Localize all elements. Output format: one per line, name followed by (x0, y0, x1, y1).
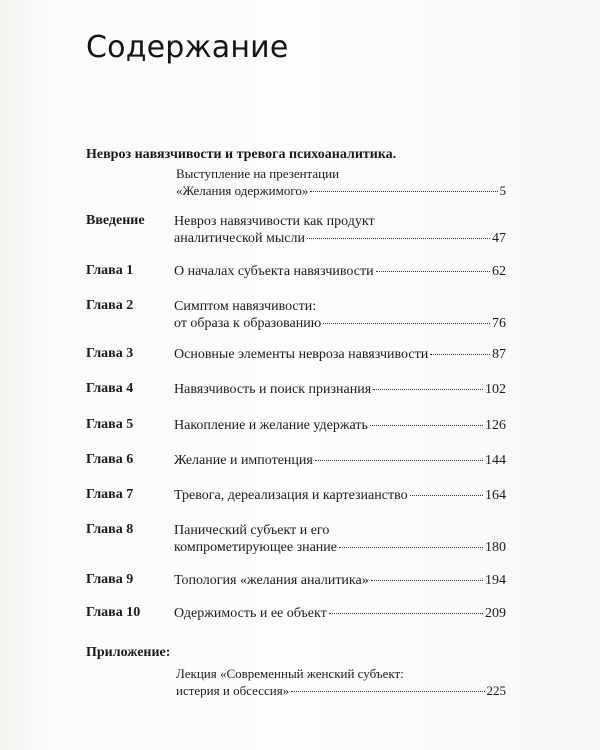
entry-line: Накопление и желание удержать (174, 418, 368, 433)
entry-line: Основные элементы невроза навязчивости (174, 347, 429, 362)
entry-label: Глава 10 (86, 605, 141, 620)
entry-line: Одержимость и ее объект (174, 606, 327, 621)
entry-line: «Желания одержимого» (176, 183, 309, 198)
entry-line: Панический субъект и его (174, 523, 330, 538)
entry-line: Лекция «Современный женский субъект: (176, 666, 404, 681)
dot-leader (370, 425, 483, 426)
entry-line: Навязчивость и поиск признания (174, 382, 372, 397)
entry-label: Глава 1 (86, 263, 134, 278)
entry-line: истерия и обсессия» (176, 683, 290, 698)
dot-leader (329, 613, 483, 614)
dot-leader (371, 580, 483, 581)
entry-line: Невроз навязчивости как продукт (174, 214, 375, 229)
page-number: 144 (485, 453, 506, 468)
page-number: 126 (485, 418, 506, 433)
dot-leader (307, 238, 490, 239)
dot-leader (373, 389, 483, 390)
entry-label: Глава 8 (86, 522, 134, 537)
entry-line: Выступление на презентации (176, 166, 340, 181)
entry-line: Симптом навязчивости: (174, 299, 317, 314)
page-number: 225 (486, 683, 506, 698)
entry-label: Глава 7 (86, 487, 134, 502)
entry-label: Введение (86, 213, 145, 228)
entry-line: аналитической мысли (174, 231, 305, 246)
dot-leader (376, 271, 490, 272)
entry-line: Желание и импотенция (174, 453, 313, 468)
entry-label: Глава 2 (86, 298, 134, 313)
entry-label: Глава 6 (86, 452, 134, 467)
dot-leader (315, 460, 483, 461)
page-title: Содержание (86, 30, 289, 65)
entry-line: Топология «желания аналитика» (174, 573, 369, 588)
dot-leader (323, 323, 490, 324)
appendix-heading: Приложение: (86, 645, 171, 660)
entry-line: О началах субъекта навязчивости (174, 264, 374, 279)
dot-leader (430, 354, 490, 355)
page-number: 194 (485, 573, 506, 588)
page-number: 164 (485, 488, 506, 503)
dot-leader (339, 547, 483, 548)
entry-label: Глава 9 (86, 572, 134, 587)
dot-leader (291, 691, 484, 692)
entry-line: компрометирующее знание (174, 540, 338, 555)
page-number: 209 (485, 606, 506, 621)
entry-line: от образа к образованию (174, 316, 322, 331)
page-number: 76 (492, 316, 506, 331)
entry-label: Глава 4 (86, 381, 134, 396)
entry-line: Тревога, дереализация и картезианство (174, 488, 408, 503)
dot-leader (310, 191, 497, 192)
entry-label: Глава 5 (86, 417, 134, 432)
page-number: 102 (485, 382, 506, 397)
page-number: 180 (485, 540, 506, 555)
page-number: 5 (499, 183, 506, 198)
entry-label: Глава 3 (86, 346, 134, 361)
page-number: 62 (492, 264, 506, 279)
section-heading: Невроз навязчивости и тревога психоаналитика. (86, 147, 397, 162)
page-number: 47 (492, 231, 506, 246)
page-number: 87 (492, 347, 506, 362)
dot-leader (410, 495, 483, 496)
